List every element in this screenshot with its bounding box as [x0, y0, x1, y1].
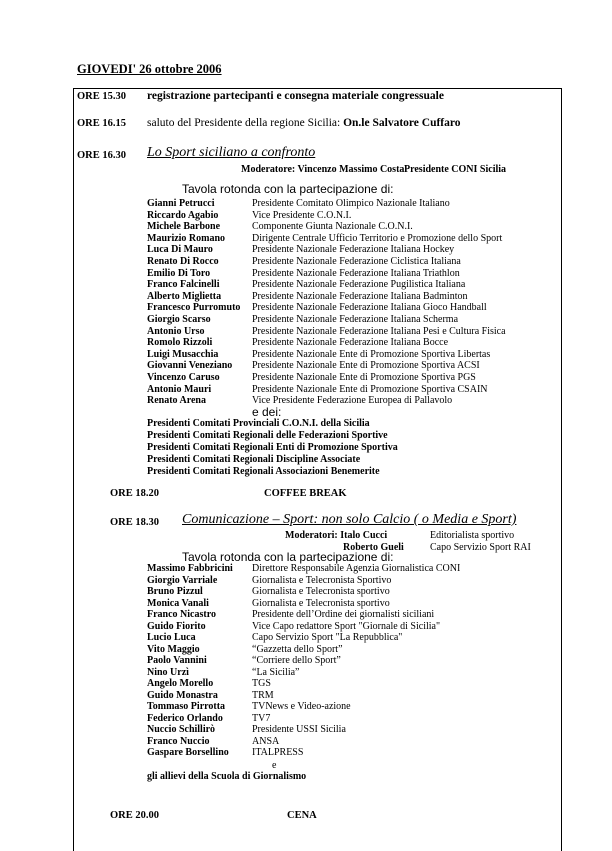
- moderator2-name: Roberto Gueli: [343, 542, 404, 553]
- participant-role: ANSA: [252, 735, 280, 747]
- participant-name: Federico Orlando: [147, 712, 223, 724]
- participant-role: TGS: [252, 678, 271, 689]
- participant-name: Franco Nuccio: [147, 735, 210, 747]
- moderators-label: Moderatori: Italo Cucci: [285, 530, 388, 541]
- participant-role: Presidente Nazionale Ente di Promozione Sportiva Libertas: [252, 348, 491, 360]
- greeting-line: [147, 117, 461, 129]
- participant-name: Vincenzo Caruso: [147, 372, 220, 383]
- participant-role: “Corriere dello Sport”: [252, 655, 341, 666]
- participant-role: Direttore Responsabile Agenzia Giornalistica CONI: [252, 563, 461, 574]
- participant-name: Monica Vanali: [147, 597, 209, 609]
- participant-role: ITALPRESS: [252, 747, 304, 758]
- coffee-break: COFFEE BREAK: [264, 488, 347, 499]
- participant-name: Renato Di Rocco: [147, 256, 219, 267]
- participant-role: Presidente Nazionale Federazione Italiana Gioco Handball: [252, 302, 487, 314]
- time-1615: ORE 16.15: [77, 118, 127, 129]
- time-1530: ORE 15.30: [77, 91, 127, 102]
- participant-name: Lucio Luca: [147, 632, 196, 643]
- participant-name: Antonio Mauri: [147, 383, 212, 395]
- registration-text: registrazione partecipanti e consegna materiale congressuale: [147, 90, 444, 102]
- participant-role: Giornalista e Telecronista sportivo: [252, 597, 390, 609]
- participant-name: Massimo Fabbricini: [147, 563, 233, 574]
- participant-role: TVNews e Video-azione: [252, 701, 351, 712]
- participant-name: Gianni Petrucci: [147, 198, 215, 209]
- and-of-text: e dei:: [252, 405, 282, 419]
- participant-name: Francesco Purromuto: [147, 302, 241, 314]
- time-1820: ORE 18.20: [110, 488, 160, 499]
- participant-name: Emilio Di Toro: [147, 267, 211, 279]
- committee-line: Presidenti Comitati Regionali Enti di Promozione Sportiva: [147, 442, 398, 453]
- committee-line: Presidenti Comitati Regionali delle Federazioni Sportive: [147, 430, 388, 441]
- section-title-comunicazione: Comunicazione – Sport: non solo Calcio ( o Media e Sport): [182, 512, 517, 527]
- participant-name: Antonio Urso: [147, 325, 205, 337]
- participant-name: Tommaso Pirrotta: [147, 701, 226, 712]
- participant-role: Vice Presidente Federazione Europea di Pallavolo: [252, 395, 453, 407]
- students-text: gli allievi della Scuola di Giornalismo: [147, 771, 307, 782]
- participant-role: Presidente Nazionale Federazione Pugilistica Italiana: [252, 279, 466, 291]
- participant-name: Riccardo Agabio: [147, 209, 219, 221]
- participant-name: Franco Falcinelli: [147, 279, 220, 291]
- participant-name: Renato Arena: [147, 395, 206, 407]
- and-text: e: [272, 760, 277, 771]
- participant-role: Presidente Nazionale Ente di Promozione Sportiva ACSI: [252, 360, 480, 372]
- participant-name: Giorgio Scarso: [147, 314, 211, 325]
- moderator2-role: Capo Servizio Sport RAI: [430, 542, 531, 553]
- participant-role: Vice Capo redattore Sport "Giornale di Sicilia": [252, 620, 441, 632]
- participant-role: Giornalista e Telecronista sportivo: [252, 586, 390, 597]
- participant-name: Angelo Morello: [147, 678, 214, 689]
- participant-role: Presidente Nazionale Federazione Italiana Triathlon: [252, 267, 460, 279]
- participant-role: TV7: [252, 712, 271, 724]
- committee-line: Presidenti Comitati Regionali Discipline Associate: [147, 454, 361, 465]
- participant-role: Giornalista e Telecronista Sportivo: [252, 574, 392, 586]
- moderator-costa-role: Presidente CONI Sicilia: [404, 164, 507, 175]
- roundtable-intro-2: Tavola rotonda con la partecipazione di:: [182, 550, 394, 564]
- participant-name: Maurizio Romano: [147, 232, 226, 244]
- committee-line: Presidenti Comitati Regionali Associazioni Benemerite: [147, 466, 380, 477]
- participant-name: Paolo Vannini: [147, 655, 207, 666]
- roundtable-intro-1: Tavola rotonda con la partecipazione di:: [182, 182, 394, 196]
- greeting-speaker: On.le Salvatore Cuffaro: [343, 117, 461, 129]
- participant-role: “Gazzetta dello Sport”: [252, 643, 343, 655]
- moderator1-role: Editorialista sportivo: [430, 530, 515, 541]
- participant-role: Presidente USSI Sicilia: [252, 724, 346, 735]
- participant-role: Presidente Nazionale Federazione Italiana Bocce: [252, 337, 449, 349]
- participant-role: Presidente Nazionale Ente di Promozione Sportiva CSAIN: [252, 383, 488, 395]
- participant-name: Giorgio Varriale: [147, 574, 218, 586]
- participant-name: Luigi Musacchia: [147, 348, 219, 360]
- time-1630: ORE 16.30: [77, 150, 127, 161]
- participant-role: Presidente Nazionale Ente di Promozione Sportiva PGS: [252, 372, 476, 383]
- participant-role: Capo Servizio Sport "La Repubblica": [252, 632, 403, 643]
- section-title-sport-siciliano: Lo Sport siciliano a confronto: [147, 145, 316, 160]
- participant-name: Romolo Rizzoli: [147, 337, 213, 349]
- dinner-text: CENA: [287, 810, 317, 821]
- participant-role: Presidente Nazionale Federazione Italiana Scherma: [252, 314, 459, 325]
- participant-role: Presidente Comitato Olimpico Nazionale Italiano: [252, 198, 450, 209]
- participant-name: Franco Nicastro: [147, 609, 216, 620]
- participant-name: Giovanni Veneziano: [147, 360, 233, 372]
- participant-name: Nino Urzì: [147, 666, 189, 678]
- participant-name: Gaspare Borsellino: [147, 747, 229, 758]
- participant-name: Luca Di Mauro: [147, 244, 213, 256]
- participant-role: Presidente dell’Ordine dei giornalisti siciliani: [252, 609, 435, 620]
- participant-name: Nuccio Schillirò: [147, 724, 216, 735]
- time-2000: ORE 20.00: [110, 810, 160, 821]
- participant-name: Bruno Pizzul: [147, 586, 203, 597]
- page-date: GIOVEDI' 26 ottobre 2006: [77, 62, 222, 76]
- participant-role: Componente Giunta Nazionale C.O.N.I.: [252, 221, 413, 233]
- participant-name: Guido Monastra: [147, 689, 218, 701]
- participant-name: Vito Maggio: [147, 643, 200, 655]
- participant-role: TRM: [252, 689, 274, 701]
- time-1830: ORE 18.30: [110, 517, 160, 528]
- participant-role: “La Sicilia”: [252, 666, 300, 678]
- participant-role: Presidente Nazionale Federazione Italiana Hockey: [252, 244, 455, 256]
- participant-name: Michele Barbone: [147, 221, 221, 233]
- moderator-costa: Moderatore: Vincenzo Massimo Costa: [241, 164, 405, 175]
- participant-role: Vice Presidente C.O.N.I.: [252, 209, 352, 221]
- committee-line: Presidenti Comitati Provinciali C.O.N.I. della Sicilia: [147, 418, 370, 429]
- participant-role: Dirigente Centrale Ufficio Territorio e Promozione dello Sport: [252, 232, 503, 244]
- participant-name: Alberto Miglietta: [147, 290, 222, 302]
- participant-name: Guido Fiorito: [147, 620, 206, 632]
- participant-role: Presidente Nazionale Federazione Italiana Pesi e Cultura Fisica: [252, 325, 506, 337]
- participant-role: Presidente Nazionale Federazione Italiana Badminton: [252, 290, 468, 302]
- greeting-text: saluto del Presidente della regione Sicilia:: [147, 117, 341, 129]
- participant-role: Presidente Nazionale Federazione Ciclistica Italiana: [252, 256, 461, 267]
